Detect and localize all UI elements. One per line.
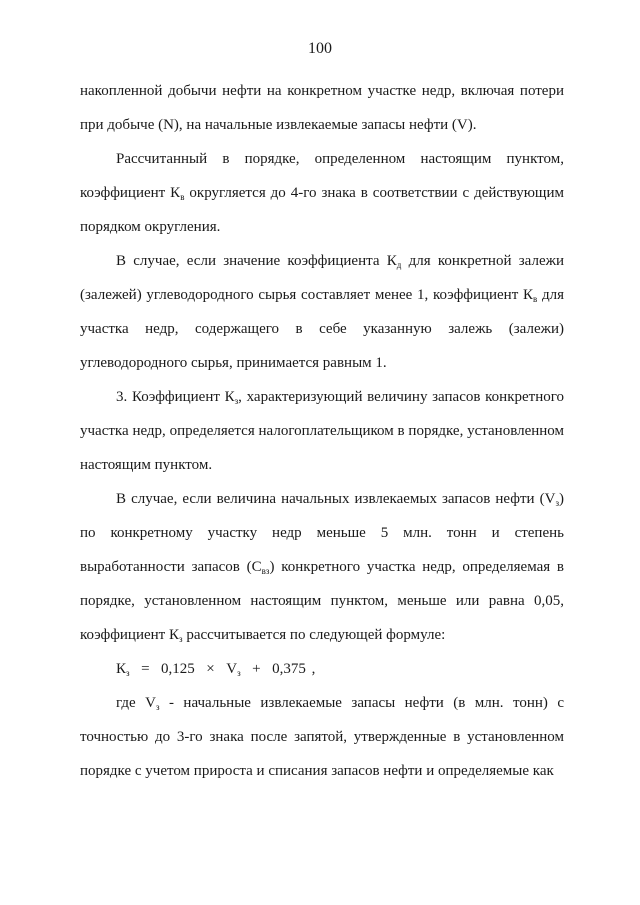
formula: $К_з = 0,125 \times V_з + 0,375$ , (116, 661, 316, 678)
paragraph-4: 3. Коэффициент $К_з$, характеризующий величину запасов конкретного участка недр, определяется налогоплательщиком в порядке, установленном настоящим пунктом. (80, 389, 564, 473)
page-number: 100 (308, 40, 332, 57)
paragraph-5: В случае, если величина начальных извлекаемых запасов нефти $(V_з)$ по конкретному участку недр меньше 5 млн. тонн и степень выработанности запасов $(С_{вз})$ конкретного участка недр, определяемая в порядке, установленном настоящим пунктом, меньше или равна 0,05, коэффициент $К_з$ рассчитывается по следующей формуле: (80, 491, 564, 644)
paragraph-3: В случае, если значение коэффициента $К_д$ для конкретной залежи (залежей) углеводородного сырья составляет менее 1, коэффициент $К_в$ для участка недр, содержащего в себе указанную залежь (залежи) углеводородного сырья, принимается равным 1. (80, 253, 564, 371)
paragraph-1: накопленной добычи нефти на конкретном участке недр, включая потери при добыче (N), на начальные извлекаемые запасы нефти (V). (80, 83, 564, 133)
paragraph-6: где $V_з$ - начальные извлекаемые запасы нефти (в млн. тонн) с точностью до 3-го знака после запятой, утвержденные в установленном порядке с учетом прироста и списания запасов нефти и определяемые как (80, 695, 565, 779)
body-text (80, 74, 564, 788)
paragraph-2: Рассчитанный в порядке, определенном настоящим пунктом, коэффициент $К_в$ округляется до 4-го знака в соответствии с действующим порядком округления. (80, 151, 564, 235)
